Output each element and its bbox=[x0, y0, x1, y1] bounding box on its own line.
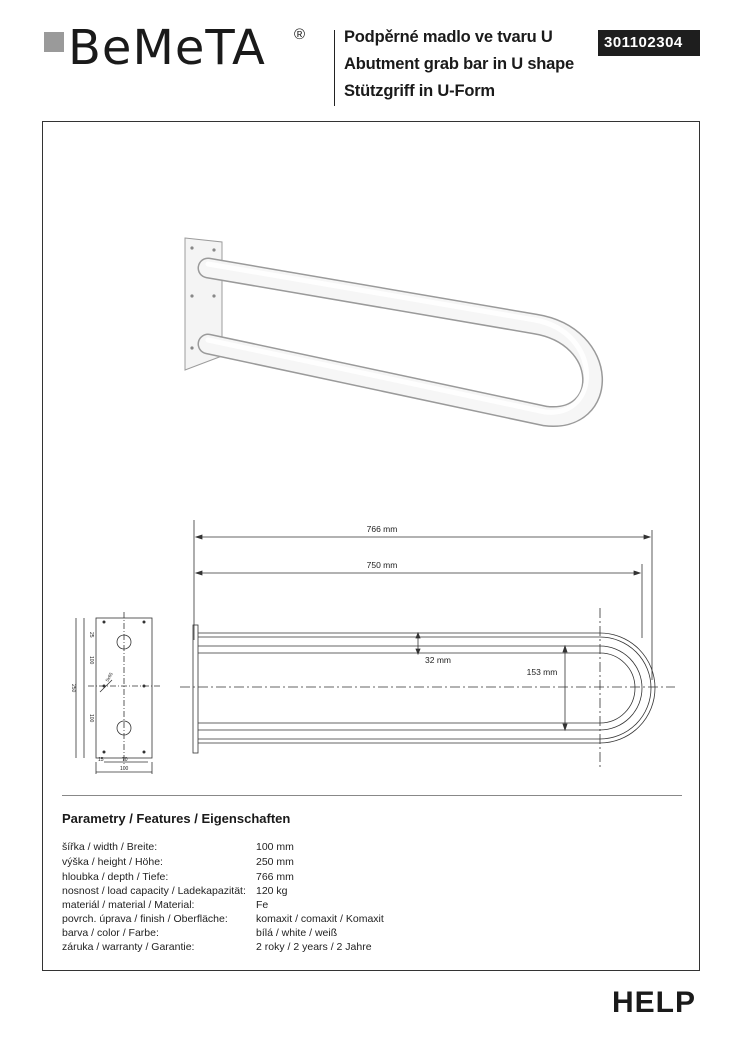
feature-row bbox=[62, 885, 288, 897]
feature-row bbox=[62, 941, 372, 953]
feature-label: výška / height / Höhe: bbox=[62, 856, 163, 868]
plate-dim-slot: 5x65 bbox=[104, 671, 114, 683]
plate-drawing bbox=[64, 612, 164, 777]
dim-tube-label: 32 mm bbox=[425, 655, 451, 665]
feature-row bbox=[62, 841, 294, 853]
feature-row bbox=[62, 871, 294, 883]
dim-inner-label: 750 mm bbox=[366, 560, 398, 570]
feature-value: Fe bbox=[256, 899, 269, 911]
feature-value: 250 mm bbox=[256, 856, 294, 868]
feature-row bbox=[62, 927, 337, 939]
feature-row bbox=[62, 899, 268, 911]
features-heading: Parametry / Features / Eigenschaften bbox=[62, 811, 291, 826]
logo-square bbox=[44, 32, 64, 52]
dim-total-label: 766 mm bbox=[366, 524, 398, 534]
feature-label: nosnost / load capacity / Ladekapazität: bbox=[62, 885, 246, 897]
registered-mark: ® bbox=[294, 26, 306, 43]
title-cz: Podpěrné madlo ve tvaru U bbox=[344, 28, 553, 46]
plate-dim-edge: 15 bbox=[98, 757, 104, 763]
title-en: Abutment grab bar in U shape bbox=[344, 55, 575, 73]
plate-dim-top: 25 bbox=[88, 632, 94, 638]
plate-dim-height: 250 bbox=[70, 684, 76, 693]
dim-spacing-label: 153 mm bbox=[526, 667, 558, 677]
feature-value: 2 roky / 2 years / 2 Jahre bbox=[256, 941, 372, 953]
feature-label: povrch. úprava / finish / Oberfläche: bbox=[62, 913, 228, 925]
plate-dim-upper: 100 bbox=[88, 656, 94, 665]
product-render bbox=[150, 220, 630, 450]
features-separator bbox=[62, 795, 682, 796]
feature-value: 766 mm bbox=[256, 871, 294, 883]
feature-value: bílá / white / weiß bbox=[256, 927, 338, 939]
product-code: 301102304 bbox=[598, 30, 700, 56]
feature-label: šířka / width / Breite: bbox=[62, 841, 158, 853]
plate-dim-width: 100 bbox=[120, 766, 129, 772]
feature-row bbox=[62, 856, 294, 868]
header-divider bbox=[334, 30, 335, 106]
plate-dim-holes: 70 bbox=[122, 757, 128, 763]
feature-label: barva / color / Farbe: bbox=[62, 927, 159, 939]
plate-dim-lower: 100 bbox=[88, 714, 94, 723]
feature-label: materiál / material / Material: bbox=[62, 899, 195, 911]
feature-value: 120 kg bbox=[256, 885, 288, 897]
series-name: HELP bbox=[612, 986, 697, 1019]
feature-value: 100 mm bbox=[256, 841, 294, 853]
feature-label: záruka / warranty / Garantie: bbox=[62, 941, 195, 953]
feature-row bbox=[62, 913, 384, 925]
feature-value: komaxit / comaxit / Komaxit bbox=[256, 913, 384, 925]
title-de: Stützgriff in U-Form bbox=[344, 82, 495, 100]
feature-label: hloubka / depth / Tiefe: bbox=[62, 871, 169, 883]
brand-logo: BeMeTA bbox=[68, 20, 266, 76]
